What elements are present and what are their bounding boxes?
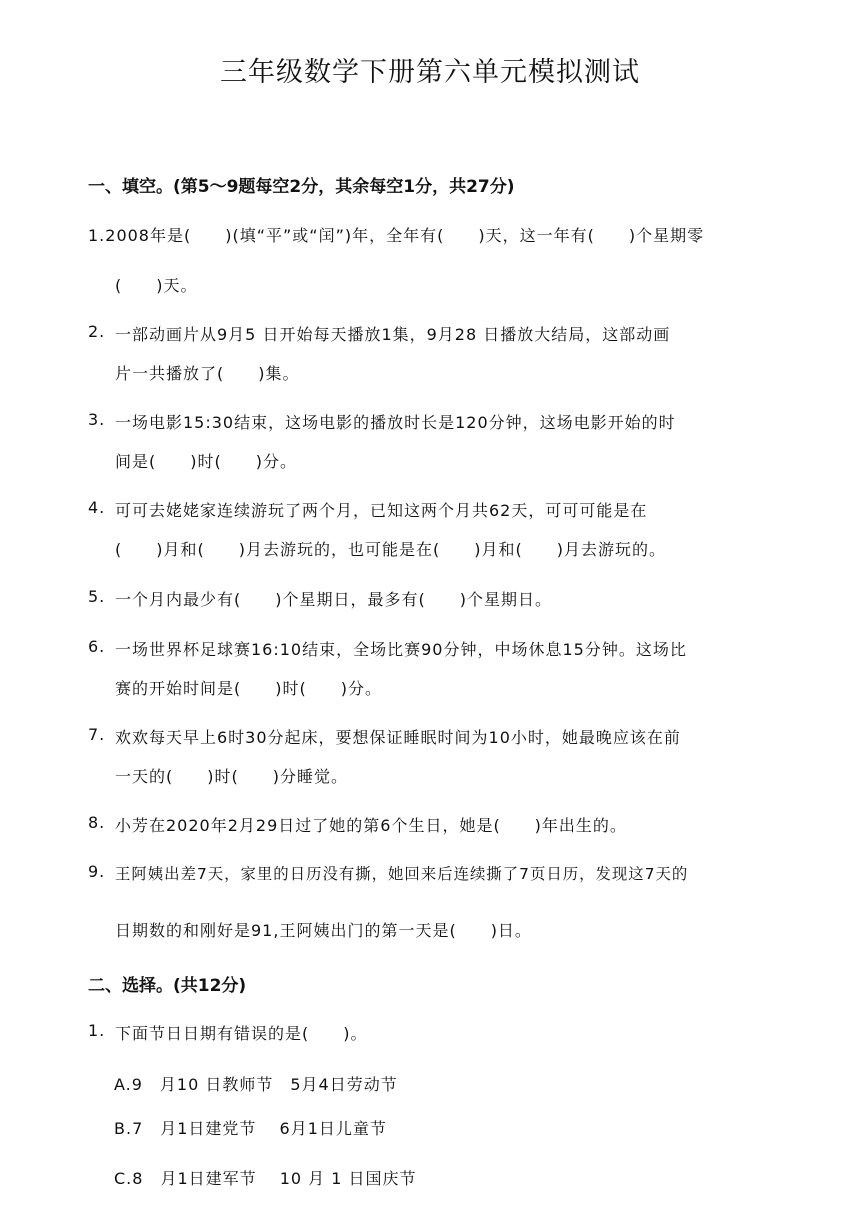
question-5-number: 5. <box>88 587 106 606</box>
question-1-line-2: ( )天。 <box>115 276 198 295</box>
question-1-line-1: 1.2008年是( )(填“平”或“闰”)年，全年有( )天，这一年有( )个星期零 <box>88 226 705 245</box>
question-9-number: 9. <box>88 862 106 881</box>
question-7-line-1: 欢欢每天早上6时30分起床，要想保证睡眠时间为10小时，她最晚应该在前 <box>115 728 681 747</box>
question-6-number: 6. <box>88 637 106 656</box>
question-8 <box>88 813 778 836</box>
option-b: B.7 月1日建党节 6月1日儿童节 <box>114 1119 387 1138</box>
question-2-number: 2. <box>88 322 106 341</box>
question-2-line-1: 一部动画片从9月5 日开始每天播放1集，9月28 日播放大结局，这部动画 <box>115 325 671 344</box>
question-3 <box>88 410 778 472</box>
question-3-line-2: 间是( )时( )分。 <box>115 452 297 471</box>
section-heading-fill-in: 一、填空。(第5～9题每空2分，其余每空1分，共27分) <box>88 177 515 197</box>
question-7-number: 7. <box>88 725 106 744</box>
question-4-number: 4. <box>88 498 106 517</box>
question-1-cont <box>88 273 778 296</box>
question-8-line-1: 小芳在2020年2月29日过了她的第6个生日，她是( )年出生的。 <box>115 816 627 835</box>
question-9-line-2: 日期数的和刚好是91,王阿姨出门的第一天是( )日。 <box>115 921 532 940</box>
question-6-line-1: 一场世界杯足球赛16:10结束，全场比赛90分钟，中场休息15分钟。这场比 <box>115 640 687 659</box>
question-2 <box>88 322 778 384</box>
section-heading-choice: 二、选择。(共12分) <box>88 976 247 996</box>
choice-question-1 <box>88 1021 778 1044</box>
question-5 <box>88 587 778 610</box>
question-4-line-1: 可可去姥姥家连续游玩了两个月，已知这两个月共62天，可可可能是在 <box>115 501 648 520</box>
choice-question-1-line-1: 下面节日日期有错误的是( )。 <box>115 1024 368 1043</box>
option-a: A.9 月10 日教师节 5月4日劳动节 <box>114 1075 398 1094</box>
question-7 <box>88 725 778 787</box>
option-c: C.8 月1日建军节 10 月 1 日国庆节 <box>114 1169 417 1188</box>
choice-question-1-number: 1. <box>88 1021 106 1040</box>
question-3-number: 3. <box>88 410 106 429</box>
question-4 <box>88 498 778 560</box>
question-8-number: 8. <box>88 813 106 832</box>
question-3-line-1: 一场电影15:30结束，这场电影的播放时长是120分钟，这场电影开始的时 <box>115 413 676 432</box>
question-1 <box>88 223 778 246</box>
question-6-line-2: 赛的开始时间是( )时( )分。 <box>115 679 382 698</box>
question-7-line-2: 一天的( )时( )分睡觉。 <box>115 767 348 786</box>
question-2-line-2: 片一共播放了( )集。 <box>115 364 300 383</box>
question-6 <box>88 637 778 699</box>
question-5-line-1: 一个月内最少有( )个星期日，最多有( )个星期日。 <box>115 590 552 609</box>
question-9 <box>88 862 788 941</box>
page-title: 三年级数学下册第六单元模拟测试 <box>220 57 640 88</box>
question-4-line-2: ( )月和( )月去游玩的，也可能是在( )月和( )月去游玩的。 <box>115 540 666 559</box>
question-9-line-1: 王阿姨出差7天，家里的日历没有撕，她回来后连续撕了7页日历，发现这7天的 <box>115 865 689 883</box>
